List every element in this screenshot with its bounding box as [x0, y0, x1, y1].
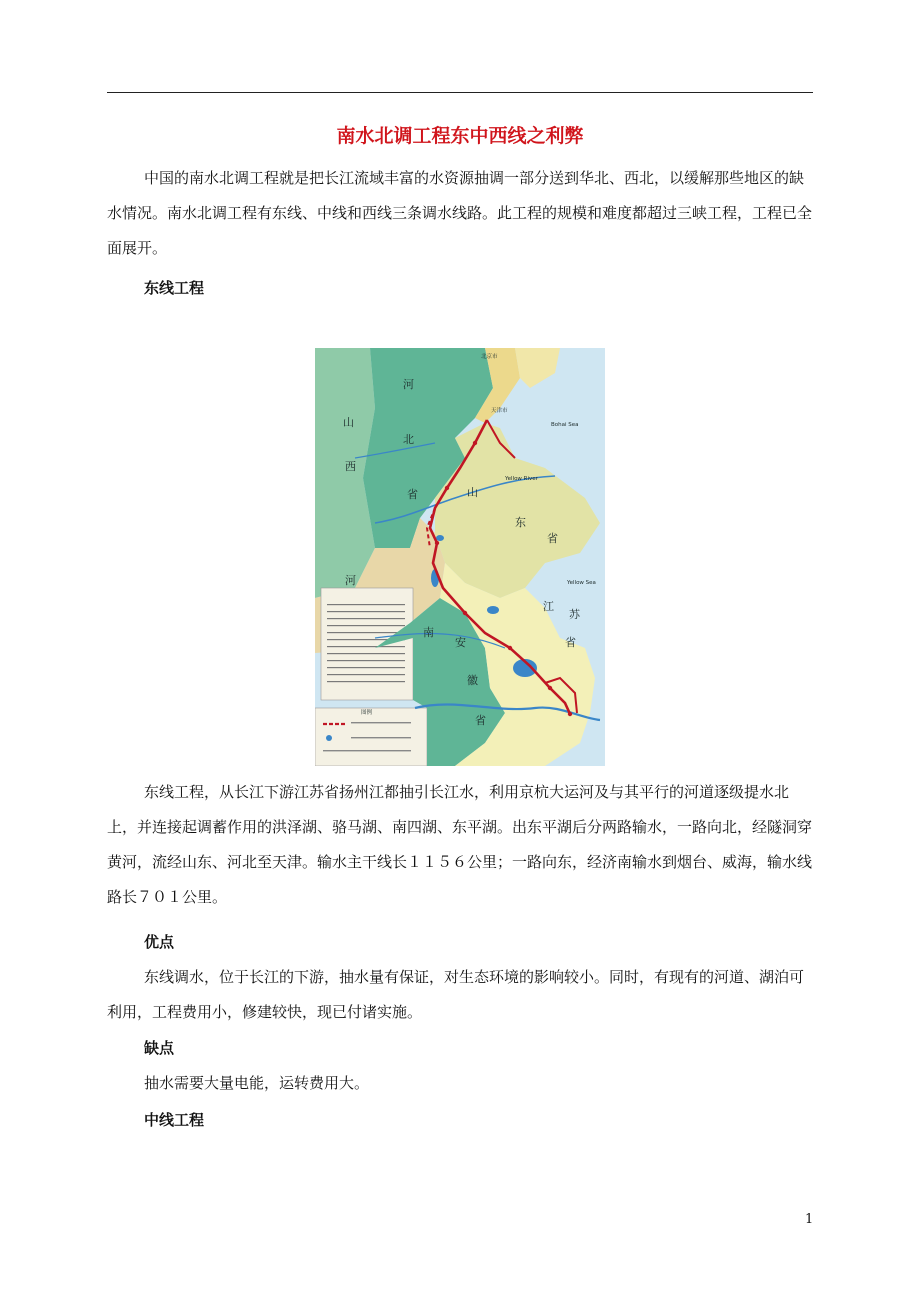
cons-paragraph: 抽水需要大量电能，运转费用大。	[144, 1074, 370, 1092]
label-anhui-2: 徽	[467, 674, 478, 687]
label-shanxi-1: 山	[343, 416, 354, 429]
legend-station-icon	[326, 735, 332, 741]
pros-paragraph: 东线调水，位于长江的下游，抽水量有保证，对生态环境的影响较小。同时，有现有的河道、湖泊可利用，工程费用小，修建较快，现已付诸实施。	[107, 968, 805, 1021]
label-bohai-sea: Bohai Sea	[551, 422, 579, 428]
label-yellow-sea: Yellow Sea	[567, 580, 596, 586]
intro-paragraph: 中国的南水北调工程就是把长江流域丰富的水资源抽调一部分送到华北、西北，以缓解那些地区的缺水情况。南水北调工程有东线、中线和西线三条调水线路。此工程的规模和难度都超过三峡工程，工程已全面展开。	[107, 169, 813, 257]
east-description: 东线工程，从长江下游江苏省扬州江都抽引长江水，利用京杭大运河及与其平行的河道逐级提水北上，并连接起调蓄作用的洪泽湖、骆马湖、南四湖、东平湖。出东平湖后分两路输水，一路向北，经隧洞穿黄河，流经山东、河北至天津。输水主干线长１１５６公里；一路向东，经济南输水到烟台、威海，输水线路长７０１公里。	[107, 783, 813, 906]
label-hebei-3: 省	[407, 488, 418, 501]
label-yellow-river: Yellow River	[505, 476, 538, 482]
label-beijing: 北京市	[481, 354, 498, 360]
label-anhui-1: 安	[455, 636, 466, 649]
label-shandong-3: 省	[547, 532, 558, 545]
label-jiangsu-3: 省	[565, 636, 576, 649]
header-rule	[107, 92, 813, 93]
middle-line-heading: 中线工程	[144, 1111, 205, 1129]
label-hebei-2: 北	[403, 433, 414, 446]
label-henan: 河	[345, 574, 356, 587]
page-number: 1	[805, 1212, 814, 1227]
east-line-heading: 东线工程	[144, 279, 205, 297]
cons-heading: 缺点	[144, 1039, 175, 1057]
label-hebei-1: 河	[403, 378, 414, 391]
label-shandong-2: 东	[515, 516, 526, 529]
pros-heading: 优点	[144, 933, 175, 951]
label-shanxi-2: 西	[345, 460, 356, 473]
map-lake-luoma	[487, 606, 499, 614]
east-route-map	[315, 348, 605, 766]
label-nan: 南	[423, 626, 434, 639]
label-legend-title: 图例	[361, 710, 373, 716]
label-shandong-1: 山	[467, 486, 478, 499]
document-title: 南水北调工程东中西线之利弊	[336, 125, 584, 147]
label-jiangsu-2: 苏	[569, 608, 580, 621]
label-tianjin: 天津市	[491, 408, 508, 414]
label-jiangsu-1: 江	[543, 600, 554, 613]
map-lake-dongping	[436, 535, 444, 541]
label-anhui-3: 省	[475, 714, 486, 727]
